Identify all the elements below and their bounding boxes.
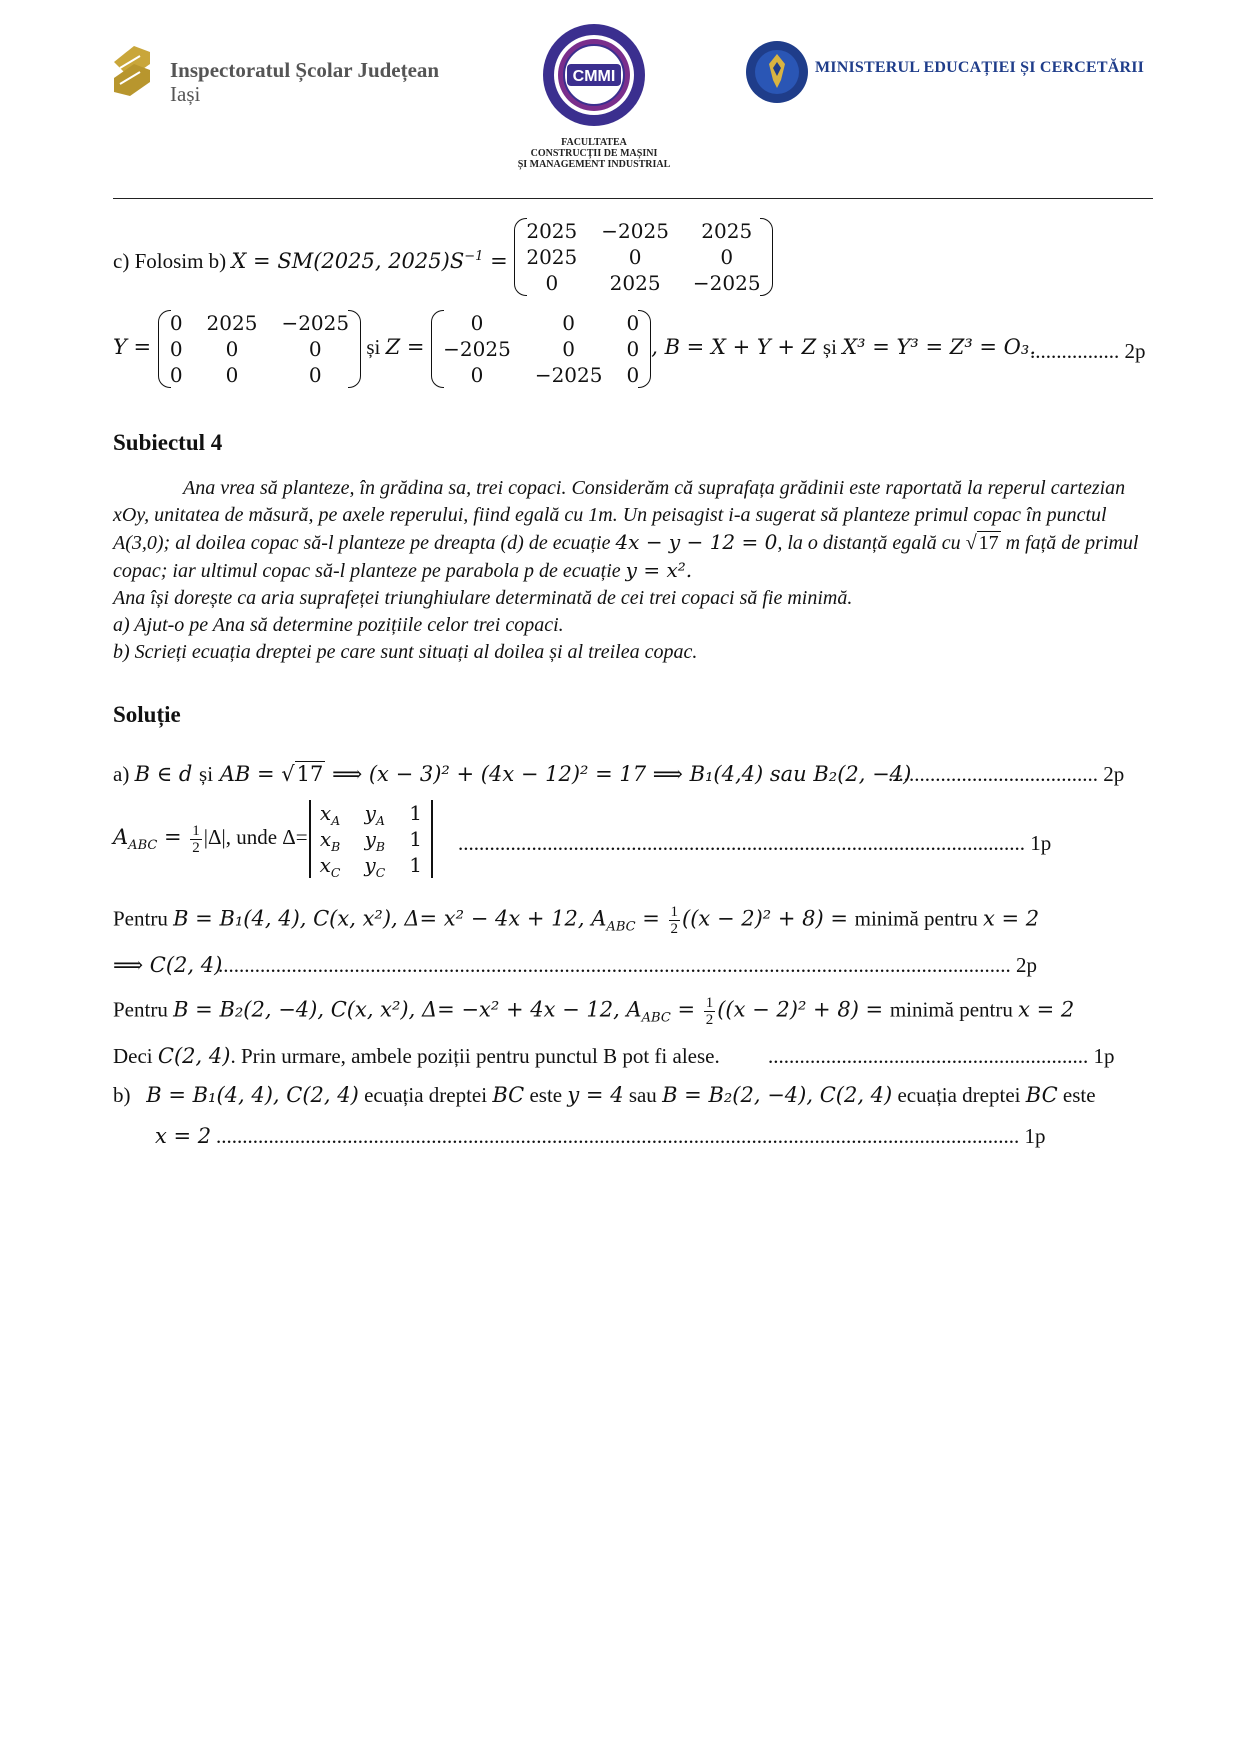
det-cell: $y_A$	[364, 801, 385, 828]
area-fraction: $\frac{1}{2}$	[192, 822, 200, 856]
z-matrix-cell: −2025	[443, 337, 511, 361]
y-matrix-cell: −2025	[281, 311, 350, 335]
deci-leader: ............................................................. 1p	[768, 1044, 1115, 1068]
x-definition: X = SM(2025, $2025)S^{-1}$ =	[231, 248, 515, 273]
part-c-leader: ................. 2p	[1030, 339, 1146, 363]
x-matrix-cell: 2025	[526, 245, 578, 269]
z-matrix-cell: 0	[562, 337, 576, 361]
subject4-title: Subiectul 4	[113, 430, 223, 455]
y-matrix-cell: 0	[169, 337, 183, 361]
header-divider	[113, 198, 1153, 199]
b-sum: , B = X + Y + Z	[651, 334, 823, 359]
faculty-line1: FACULTATEA	[561, 137, 627, 148]
problem-line4: copac; iar ultimul copac să-l planteze pe parabola p de ecuație y = x².	[113, 558, 693, 582]
determinant	[308, 800, 434, 878]
romania-government-seal-icon	[745, 40, 809, 104]
deci-line: Deci C(2, 4). Prin urmare, ambele poziții pentru punctul B pot fi alese.	[113, 1044, 720, 1068]
y-matrix-cell: 0	[308, 337, 322, 361]
z-matrix-cell: 0	[626, 363, 640, 387]
z-matrix-cell: −2025	[534, 363, 603, 387]
cube-identity: X³ = Y³ = Z³ = O₃.	[842, 334, 1036, 359]
isj-logo	[110, 42, 154, 104]
z-matrix-cell: 0	[470, 311, 484, 335]
ministry-name: MINISTERUL EDUCAȚIEI ȘI CERCETĂRII	[815, 59, 1145, 76]
y-matrix-cell: 0	[225, 363, 239, 387]
part-c-label: c) Folosim b)	[113, 248, 232, 273]
ministry-logo	[745, 40, 809, 104]
area-leader: ............................................................................................................ 1p	[458, 831, 1052, 855]
x-matrix-cell: −2025	[692, 271, 761, 295]
si-word: și	[366, 334, 381, 359]
z-matrix-cell: 0	[626, 337, 640, 361]
y-matrix-cell: 0	[169, 363, 183, 387]
x-matrix-cell: −2025	[601, 219, 669, 243]
part-b-leader: ......................................................................................................................................................... 1p	[216, 1124, 1046, 1148]
det-cell: $y_C$	[364, 853, 386, 880]
area-formula-line: $A_{ABC}$ = $\frac{1}{2}$ |Δ|, unde Δ= $x_A$ $y_A$ 1 $x_B$ $y_B$ 1 $x_C$ $y_C$ 1	[113, 800, 434, 890]
problem-line3: A(3,0); al doilea copac să-l planteze pe dreapta (d) de ecuație 4x − y − 12 = 0, la o distanță egală cu √ 17 m față de primul	[113, 529, 1168, 557]
part-b-line1: b) B = B₁(4, 4), C(2, 4) ecuația dreptei BC este y = 4 sau B = B₂(2, −4), C(2, 4) ecuația dreptei BC este	[113, 1083, 1096, 1107]
y-matrix-cell: 0	[308, 363, 322, 387]
det-cell: 1	[409, 827, 422, 851]
faculty-line3: ȘI MANAGEMENT INDUSTRIAL	[517, 159, 671, 170]
subject4-problem	[113, 475, 1168, 666]
solution-a-line: a) B ∈ d și AB = √17 ⟹ (x − 3)² + (4x − 12)² = 17 ⟹ B₁(4,4) sau B₂(2, −4)	[113, 762, 912, 786]
det-cell: 1	[409, 853, 422, 877]
cmmi-seal-icon	[541, 22, 647, 128]
svg-text:CMMI: CMMI	[572, 68, 616, 85]
part-c-line1	[113, 220, 773, 306]
y-label: Y =	[113, 334, 158, 359]
question-a: a) Ajut-o pe Ana să determine pozițiile celor trei copaci.	[113, 614, 564, 636]
det-cell: $x_A$	[319, 801, 341, 828]
x-matrix-cell: 2025	[609, 271, 661, 295]
z-matrix	[431, 310, 651, 388]
isj-name-line1: Inspectoratul Școlar Județean	[170, 58, 440, 82]
sqrt-17: √ 17	[965, 532, 999, 554]
x-matrix-cell: 2025	[701, 219, 753, 243]
x-matrix	[514, 218, 772, 296]
isj-emblem-icon	[110, 42, 154, 104]
case-b2-line: Pentru B = B₂(2, −4), C(x, x²), Δ= −x² + 4x − 12, $A_{ABC}$ = $\frac{1}{2}$ ((x − 2)² + 8) = minimă pentru x = 2	[113, 995, 1075, 1028]
x-matrix-cell: 2025	[526, 219, 578, 243]
faculty-name	[494, 137, 694, 170]
part-c-points: 2p	[1124, 339, 1146, 363]
problem-line2: xOy, unitatea de măsură, pe axele reperului, fiind egală cu 1m. Un peisagist i-a sugerat să planteze primul copac în punctul	[113, 504, 1107, 526]
det-cell: 1	[409, 801, 422, 825]
cmmi-logo	[541, 22, 647, 128]
c-result-line: ⟹ C(2, 4)	[113, 953, 223, 977]
y-matrix-cell: 2025	[206, 311, 258, 335]
si-word-2: și	[822, 334, 837, 359]
z-label: Z =	[385, 334, 432, 359]
z-matrix-cell: 0	[470, 363, 484, 387]
part-b-line2: x = 2	[155, 1124, 212, 1148]
isj-name-line2: Iași	[170, 82, 201, 106]
y-matrix	[158, 310, 361, 388]
y-matrix-cell: 0	[225, 337, 239, 361]
part-c-line2	[113, 310, 1163, 396]
solution-a-leader: ........................................ 2p	[888, 762, 1125, 786]
question-b: b) Scrieți ecuația dreptei pe care sunt situați al doilea și al treilea copac.	[113, 641, 698, 663]
problem-line5: Ana își dorește ca aria suprafeței triunghiulare determinată de cei trei copaci să fie minimă.	[113, 587, 853, 609]
faculty-line2: CONSTRUCȚII DE MAȘINI	[530, 148, 658, 159]
c-result-leader: ....................................................................................................................................................... 2p	[218, 953, 1037, 977]
solution-title: Soluție	[113, 702, 181, 727]
z-matrix-cell: 0	[626, 311, 640, 335]
y-matrix-cell: 0	[169, 311, 183, 335]
case-b1-line: Pentru B = B₁(4, 4), C(x, x²), Δ= x² − 4x + 12, $A_{ABC}$ = $\frac{1}{2}$ ((x − 2)² + 8) = minimă pentru x = 2	[113, 904, 1040, 937]
z-matrix-cell: 0	[562, 311, 576, 335]
x-matrix-cell: 0	[720, 245, 734, 269]
isj-name	[170, 58, 439, 106]
det-cell: $x_C$	[319, 853, 341, 880]
x-matrix-cell: 0	[628, 245, 642, 269]
problem-line1: Ana vrea să planteze, în grădina sa, trei copaci. Considerăm că suprafața grădinii este raportată la reperul cartezian	[183, 477, 1126, 499]
x-matrix-cell: 0	[545, 271, 559, 295]
det-cell: $y_B$	[364, 827, 386, 854]
det-cell: $x_B$	[319, 827, 341, 854]
